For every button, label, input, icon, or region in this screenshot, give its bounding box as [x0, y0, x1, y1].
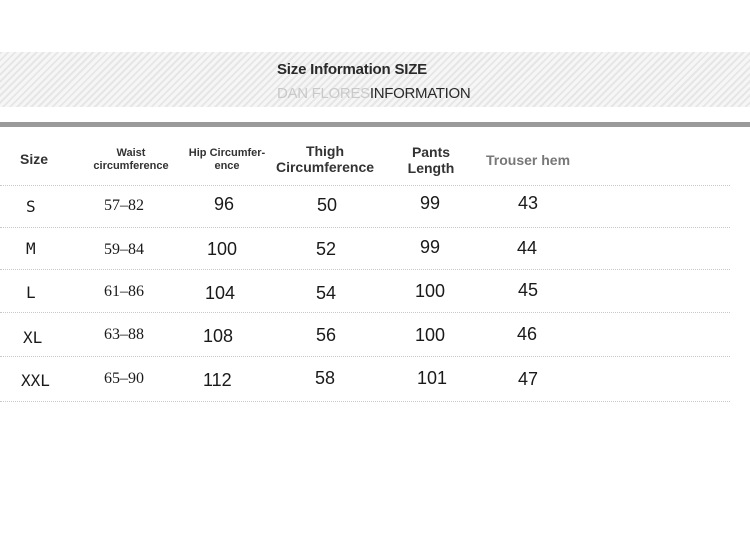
header-thigh-line2: Circumference: [275, 159, 375, 176]
cell-hip: 100: [207, 239, 238, 259]
cell-pants-length: 101: [417, 368, 448, 388]
cell-size: L: [26, 283, 36, 302]
cell-hip: 112: [203, 370, 232, 390]
banner-title: Size Information SIZE: [277, 61, 427, 78]
row-divider: [0, 356, 730, 357]
cell-pants-length: 100: [415, 281, 446, 301]
header-divider: [0, 122, 750, 127]
cell-waist: 61–86: [104, 283, 144, 300]
cell-hip: 104: [205, 283, 236, 303]
header-thigh: [270, 143, 380, 175]
header-hip: [184, 147, 270, 172]
cell-trouser-hem: 43: [518, 193, 539, 213]
cell-thigh: 50: [317, 195, 338, 215]
cell-thigh: 54: [316, 283, 337, 303]
banner-subtitle-text: INFORMATION: [369, 85, 471, 102]
cell-waist: 65–90: [104, 370, 144, 387]
row-divider: [0, 312, 730, 313]
cell-size: M: [26, 239, 36, 258]
row-divider: [0, 269, 730, 270]
header-waist-line1: Waist: [116, 147, 146, 159]
cell-trouser-hem: 45: [518, 280, 539, 300]
header-trouser-hem: Trouser hem: [486, 152, 571, 168]
header-size: Size: [20, 151, 49, 167]
cell-pants-length: 100: [415, 325, 446, 345]
cell-waist: 57–82: [104, 197, 144, 214]
header-thigh-line1: Thigh: [305, 143, 345, 159]
row-divider: [0, 401, 730, 402]
cell-thigh: 58: [315, 368, 336, 388]
cell-trouser-hem: 46: [517, 324, 538, 344]
banner-subtitle: [277, 85, 470, 102]
cell-hip: 108: [203, 326, 234, 346]
cell-thigh: 52: [316, 239, 337, 259]
cell-size: XXL: [21, 371, 50, 390]
header-pants-line1: Pants: [411, 144, 451, 160]
cell-waist: 59–84: [104, 241, 144, 258]
header-waist-line2: circumference: [93, 159, 169, 172]
cell-pants-length: 99: [420, 237, 441, 257]
header-waist: [88, 147, 174, 172]
header-hip-line1: Hip Circumfer-: [188, 147, 266, 159]
cell-thigh: 56: [316, 325, 337, 345]
cell-hip: 96: [214, 194, 235, 214]
brand-watermark: DAN FLORES: [277, 85, 370, 102]
header-hip-line2: ence: [214, 159, 240, 172]
cell-size: XL: [23, 328, 43, 347]
cell-pants-length: 99: [420, 193, 441, 213]
header-pants-line2: Length: [407, 160, 455, 177]
cell-size: S: [26, 197, 36, 216]
row-divider: [0, 185, 730, 186]
cell-waist: 63–88: [104, 326, 144, 343]
cell-trouser-hem: 44: [517, 238, 538, 258]
cell-trouser-hem: 47: [518, 369, 539, 389]
row-divider: [0, 227, 730, 228]
header-pants-length: [400, 144, 462, 176]
